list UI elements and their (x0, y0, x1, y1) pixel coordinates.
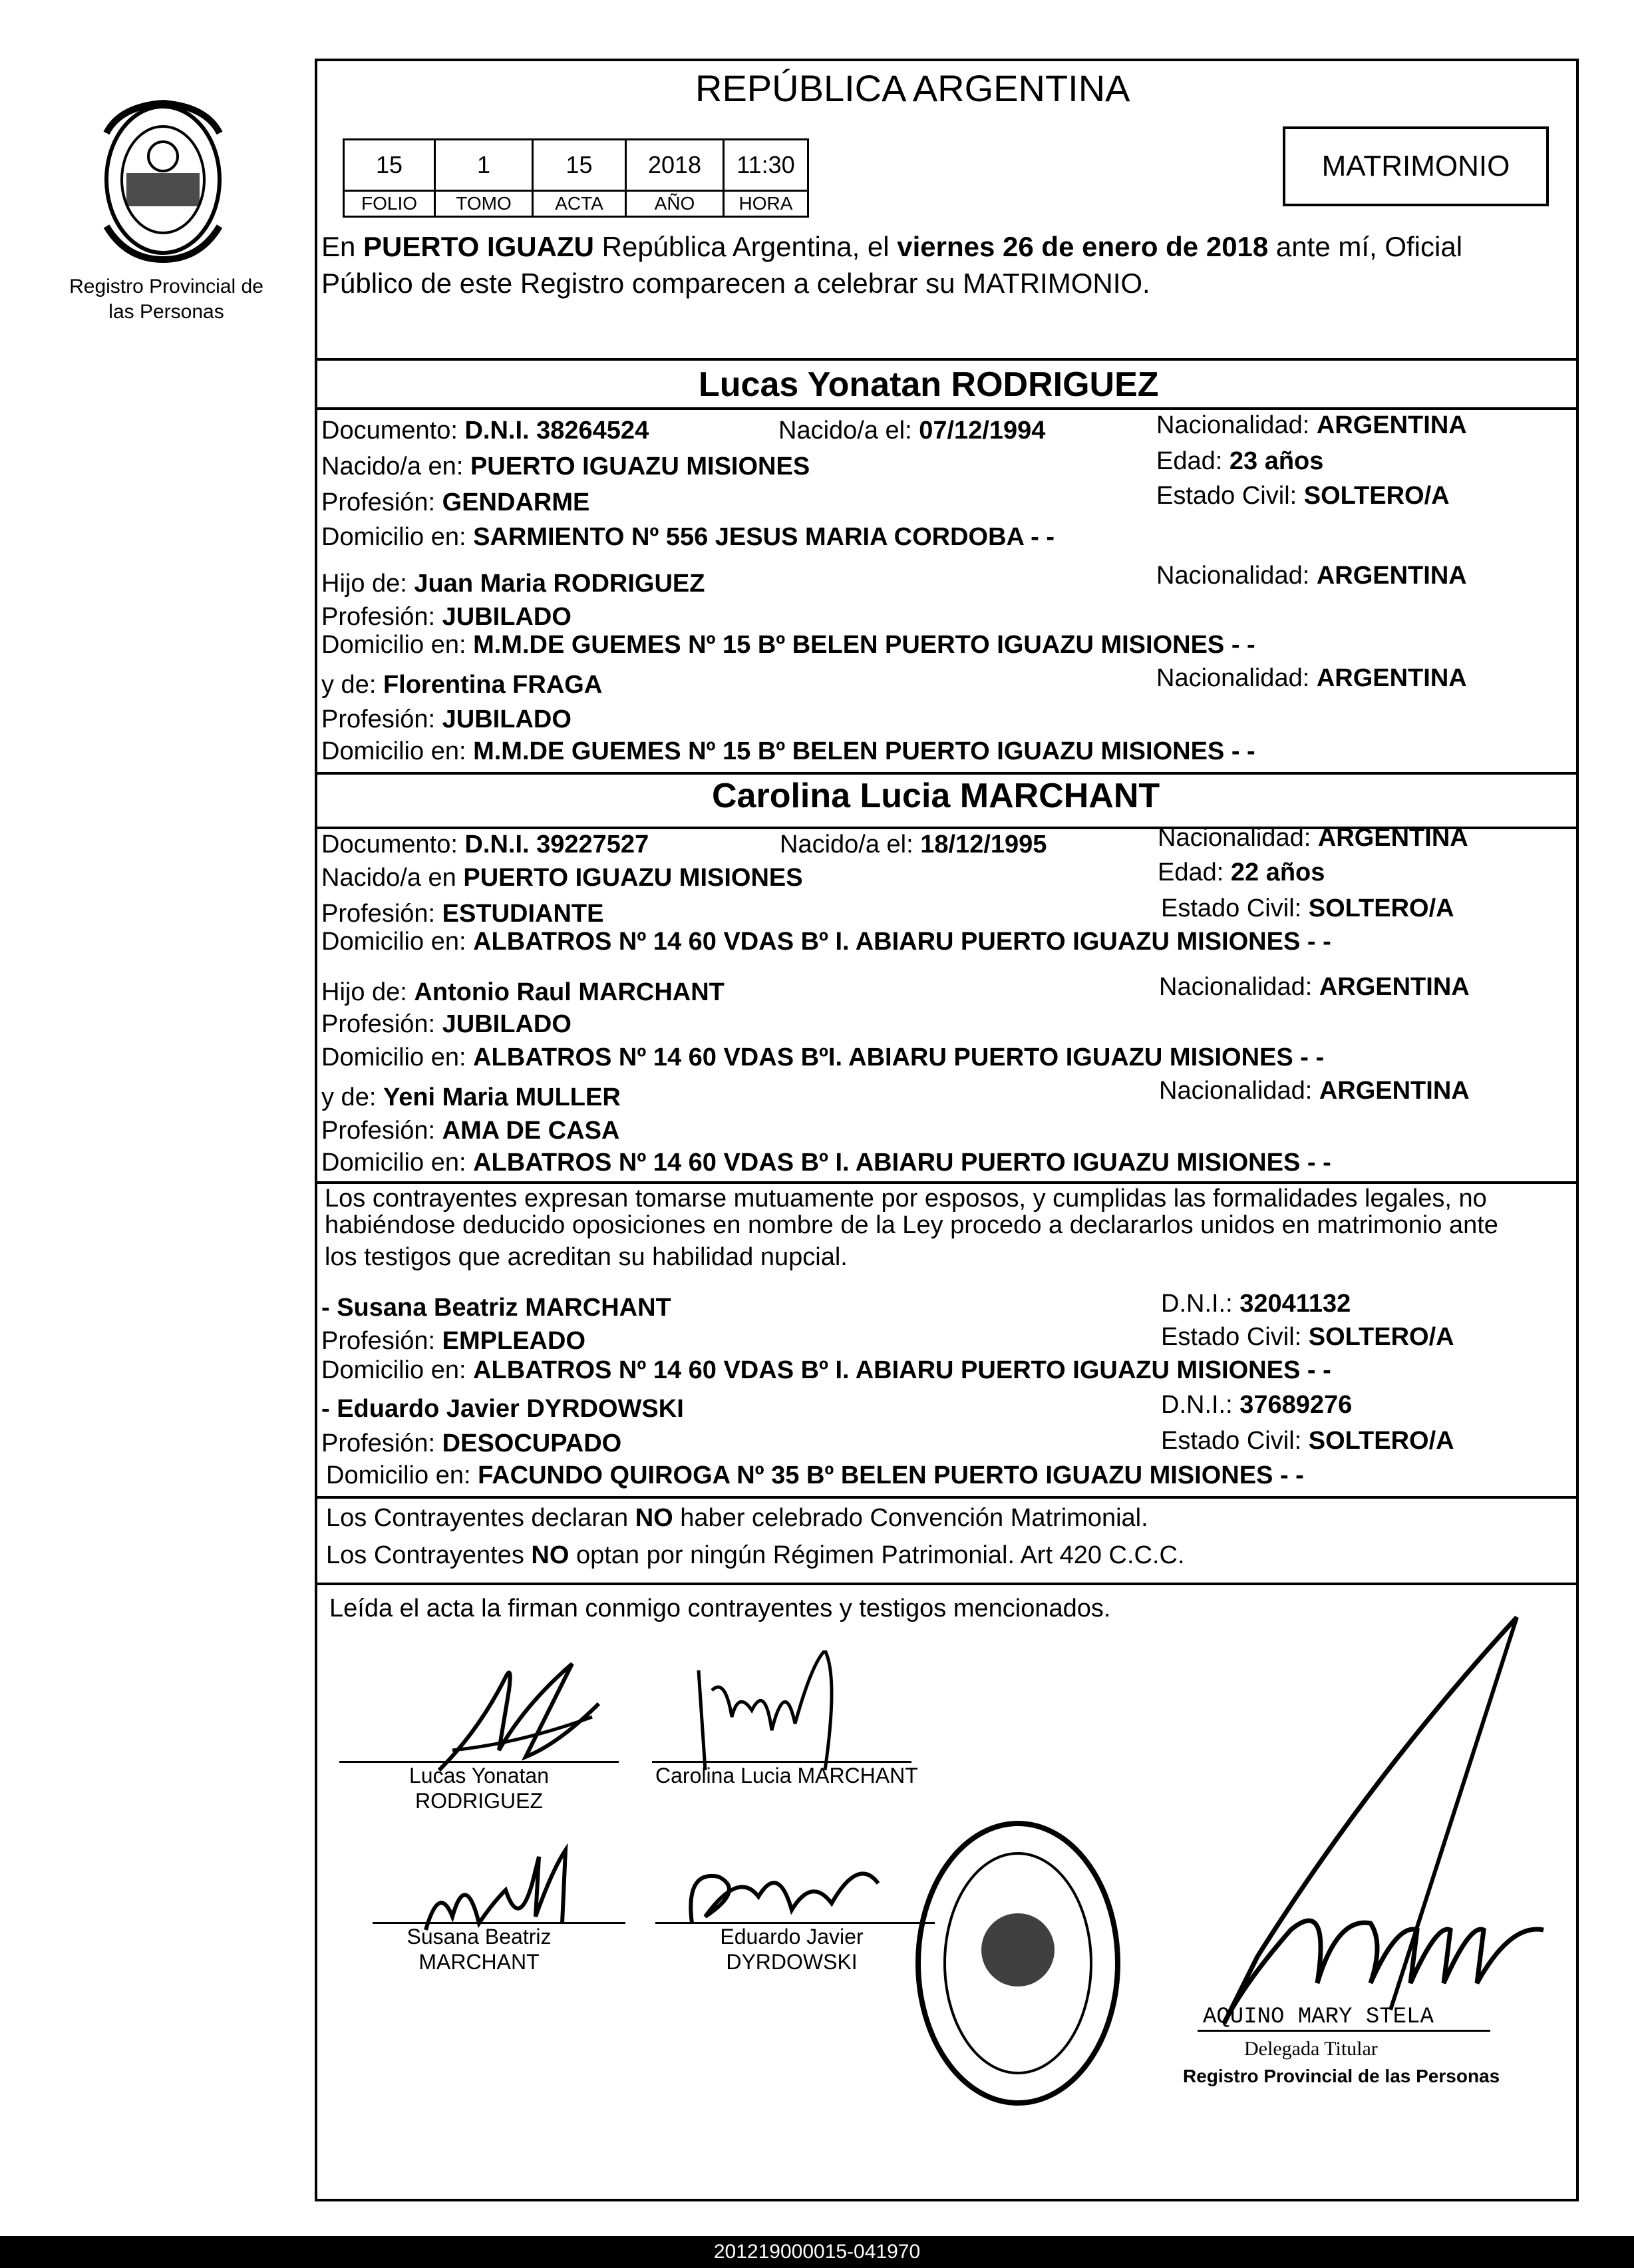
groom-name: Lucas Yonatan RODRIGUEZ (699, 365, 1159, 404)
tomo-value: 1 (434, 138, 534, 192)
official-role: Delegada Titular (1244, 2038, 1378, 2060)
official-signature-icon (1171, 1610, 1570, 2036)
closing-text: Leída el acta la firman conmigo contrayentes y testigos mencionados. (329, 1595, 1111, 1622)
folio-label: FOLIO (343, 190, 436, 218)
official-stamp-icon (905, 1810, 1131, 2116)
misiones-seal-icon (80, 93, 246, 266)
intro-line-2: Público de este Registro comparecen a celebrar su MATRIMONIO. (321, 268, 1150, 299)
folio-value: 15 (343, 138, 436, 192)
groom-signature-icon (373, 1650, 679, 1777)
hora-value: 11:30 (723, 138, 809, 192)
act-type: MATRIMONIO (1321, 150, 1510, 182)
tomo-label: TOMO (434, 190, 534, 218)
hora-label: HORA (723, 190, 809, 218)
witness1-sign-name: Susana Beatriz (407, 1925, 552, 1949)
acta-label: ACTA (532, 190, 627, 218)
anio-label: AÑO (625, 190, 725, 218)
intro-line-1: En PUERTO IGUAZU República Argentina, el viernes 26 de enero de 2018 ante mí, Oficial (321, 231, 1463, 262)
witness1-sign-surname: MARCHANT (418, 1950, 540, 1974)
official-name: AQUINO MARY STELA (1203, 2004, 1434, 2030)
acta-value: 15 (532, 138, 627, 192)
anio-value: 2018 (625, 138, 725, 192)
provincial-seal (80, 93, 246, 266)
country-title: REPÚBLICA ARGENTINA (695, 67, 1130, 109)
bride-sign-name: Carolina Lucia MARCHANT (655, 1764, 918, 1788)
groom-sign-surname: RODRIGUEZ (415, 1789, 543, 1813)
official-registry: Registro Provincial de las Personas (1183, 2066, 1500, 2086)
groom-sign-name: Lucas Yonatan (409, 1764, 549, 1788)
registry-name: Registro Provincial de las Personas (69, 276, 263, 323)
witness2-sign-name: Eduardo Javier (720, 1925, 864, 1949)
document-id-footer (0, 2236, 1634, 2268)
act-type-box (1283, 126, 1549, 206)
document-id: 201219000015-041970 (713, 2241, 921, 2263)
bride-name: Carolina Lucia MARCHANT (712, 777, 1160, 815)
witness2-sign-surname: DYRDOWSKI (726, 1950, 858, 1974)
